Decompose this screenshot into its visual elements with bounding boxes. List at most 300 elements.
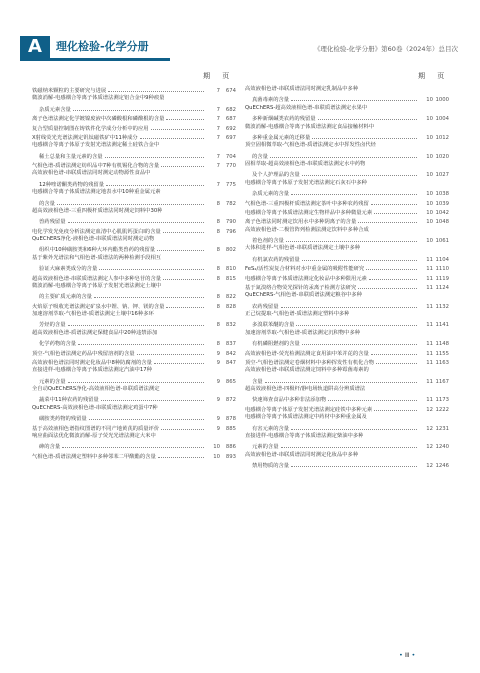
toc-entry-page: 1020 [435, 153, 449, 160]
toc-entry [245, 291, 449, 310]
toc-entry-line [32, 376, 236, 385]
toc-entry-issue: 9 [216, 416, 220, 423]
toc-entry-page: 682 [225, 106, 236, 113]
toc-entry [245, 404, 449, 413]
toc-entry-issue: 9 [216, 397, 220, 404]
toc-entry-title: 杂质元素的含量 [252, 191, 290, 198]
journal-logo: A [20, 36, 50, 58]
toc-entry-issue: 12 [426, 444, 433, 451]
toc-entry-issue: 8 [216, 341, 220, 348]
leader-dots [371, 348, 417, 355]
page-number-dot-left: • [399, 651, 403, 659]
leader-dots [281, 301, 418, 308]
toc-entry-page: 1004 [435, 116, 449, 123]
toc-entry-issue: 7 [216, 88, 220, 94]
leader-dots [73, 104, 204, 111]
toc-entry [245, 160, 449, 179]
toc-entry-title: 铁磁纳米颗粒的主要研究与进展 [32, 88, 107, 94]
leader-dots [62, 441, 204, 448]
leader-dots [291, 94, 417, 101]
toc-entry-issue: 10 [426, 153, 433, 160]
toc-entry [32, 301, 236, 310]
toc-entry-line [32, 104, 236, 113]
toc-entry-line [32, 216, 236, 225]
leader-dots [374, 404, 417, 411]
toc-entry [32, 404, 236, 423]
toc-entry-title: X射线荧光光谱法测定钒钛磁铁矿中11种成分 [32, 134, 138, 141]
issue-line: 《理化检验-化学分册》第60卷（2024年）总目次 [313, 45, 458, 53]
toc-entry-issue: 10 [426, 134, 433, 141]
toc-entry [245, 310, 449, 329]
toc-entry-title: 固相萃取-超高效液相色谱-串联质谱法测定水中药物 [245, 161, 366, 167]
toc-entry-title: 基于紫外光谱法和气相色谱-质谱法的两种检测手段相互 [32, 254, 162, 261]
toc-entry [32, 348, 236, 357]
toc-entry-page: 1042 [435, 209, 449, 216]
toc-entry-issue: 10 [426, 209, 433, 216]
leader-dots [291, 188, 417, 195]
toc-entry-line [32, 357, 236, 366]
toc-entry [245, 273, 449, 282]
toc-entry-title: 多种新烟碱类农药的残留量 [252, 116, 316, 123]
leader-dots [154, 357, 204, 364]
toc-entry-title: 基于高效液相色谱指纹图谱的不同产地黄芪的质量评价 [32, 425, 160, 432]
toc-entry-title: 加速溶剂萃取-气相色谱-质谱法测定沉积物中多种 [245, 329, 361, 336]
toc-entry [32, 235, 236, 254]
toc-entry-title: 电感耦合等离子体原子发射光谱法测定稀土硅铁合金中 [32, 142, 160, 149]
toc-entry-page: 872 [225, 397, 236, 404]
toc-entry-page: 1104 [435, 256, 449, 263]
toc-entry [245, 104, 449, 123]
toc-entry-page: 782 [225, 200, 236, 207]
toc-entry-line [32, 198, 236, 207]
toc-entry-page: 865 [225, 378, 236, 385]
toc-entry-title: 电感耦合等离子体质谱法测定生物样品中多种微量元素 [245, 209, 373, 216]
toc-entry-issue: 12 [426, 463, 433, 469]
toc-entry-title: 加速溶剂萃取-气相色谱-质谱法测定土壤中16种多环 [32, 311, 154, 317]
toc-entry-page: 1231 [435, 425, 449, 432]
toc-entry-title: 气相色谱-质谱法测定塑料中多种邻苯二甲酸酯的含量 [32, 453, 156, 460]
toc-entry-line [32, 348, 236, 357]
toc-entry-line [32, 338, 236, 347]
toc-entry-title: 多溴联苯醚的含量 [252, 322, 295, 329]
leader-dots [57, 198, 204, 205]
toc-entry-issue: 8 [216, 247, 220, 254]
leader-dots [140, 132, 204, 139]
toc-entry-page: 810 [225, 266, 236, 273]
leader-dots [302, 169, 417, 176]
toc-entry-issue: 11 [426, 303, 433, 310]
toc-entry-title: 顶空-气相色谱法测定卷烟材料中多种挥发性有机化合物 [245, 359, 375, 366]
toc-entry-issue: 7 [216, 116, 220, 123]
toc-entry-title: 火焰原子吸收光谱法测定矿泉水中锂、钠、钾、镁的含量 [32, 303, 165, 310]
toc-entry-title: 电感耦合等离子体质谱法测定中药材中多种重金属及 [245, 414, 367, 421]
toc-entry-title: 的主要矿质元素的含量 [39, 294, 92, 301]
toc-entry-page: 1000 [435, 97, 449, 104]
toc-entry [32, 423, 236, 432]
toc-column-left [32, 85, 236, 460]
toc-entry-page: 1155 [435, 350, 449, 357]
toc-entry-title: 全自动QuEChERS净化-高效液相色谱-串联质谱法测定 [32, 386, 160, 392]
toc-entry-issue: 11 [426, 275, 433, 282]
toc-entry-title: 电感耦合等离子体原子发射光谱法测定石灰石中多种 [245, 179, 367, 186]
toc-entry-page: 832 [225, 322, 236, 329]
leader-dots [89, 413, 204, 420]
toc-entry-line [32, 244, 236, 253]
toc-entry-page: 775 [225, 181, 236, 188]
toc-entry-line [32, 451, 236, 460]
toc-entry-line [245, 151, 449, 160]
toc-entry-page: 878 [225, 416, 236, 423]
toc-entry-line [32, 160, 236, 169]
leader-dots [78, 338, 204, 345]
toc-entry-issue: 8 [216, 303, 220, 310]
toc-entry-line [245, 198, 449, 207]
toc-entry-title: 基于氮溴络合物荧光探针的汞离子检测方法研究 [245, 284, 357, 291]
toc-entry-title: 12种喹诺酮类药物的残留量 [39, 181, 105, 188]
leader-dots [376, 357, 417, 364]
toc-entry-title: 的含量 [39, 200, 55, 207]
leader-dots [99, 263, 204, 270]
toc-entry-line [32, 301, 236, 310]
leader-dots [106, 179, 204, 186]
toc-entry [32, 451, 236, 460]
toc-entry-title: 芳烃的含量 [39, 322, 66, 329]
toc-entry [32, 282, 236, 301]
toc-entry-title: 高效液相色谱-荧光检测法测定食用油中苯并芘的含量 [245, 350, 369, 357]
toc-entry-line [245, 94, 449, 103]
toc-entry-line [32, 423, 236, 432]
toc-entry-title: 着色剂的含量 [252, 238, 284, 244]
toc-entry [32, 160, 236, 169]
toc-entry-issue: 9 [216, 350, 220, 357]
toc-entry [32, 94, 236, 113]
toc-entry-line [32, 441, 236, 450]
toc-entry-page: 697 [225, 134, 236, 141]
toc-entry-title: 超高效液相色谱-质谱法测定保健食品中20种违禁添加 [32, 329, 158, 336]
column-head-right: 期 页 [418, 72, 450, 80]
toc-entry-line [245, 338, 449, 347]
toc-entry [32, 432, 236, 451]
toc-entry-title: 高效液相色谱-串联质谱法同时测定乳制品中多种 [245, 86, 359, 92]
toc-entry [245, 244, 449, 263]
toc-entry-line [32, 113, 236, 122]
leader-dots [358, 216, 417, 223]
toc-entry-page: 1240 [435, 444, 449, 451]
toc-entry-line [245, 188, 449, 197]
toc-entry-title: 及个人护理品的含量 [252, 172, 300, 179]
toc-entry-page: 828 [225, 303, 236, 310]
leader-dots [291, 423, 417, 430]
toc-entry [32, 366, 236, 385]
toc-entry-page: 1012 [435, 134, 449, 141]
toc-entry-title: 电感耦合等离子体原子发射光谱法测定硅铁中多种元素 [245, 406, 373, 413]
toc-entry-title: 快速筛查食品中多种非法添加物 [252, 397, 327, 404]
toc-entry-title: 有机磷阻燃剂的含量 [252, 341, 300, 348]
toc-entry-title: 禁用物质的含量 [252, 463, 290, 469]
toc-entry-issue: 11 [426, 397, 433, 404]
toc-entry-line [32, 413, 236, 422]
toc-entry-issue: 10 [213, 453, 220, 460]
toc-entry-title: 蔬菜中11种农药的残留量 [39, 397, 99, 404]
toc-entry-page: 886 [225, 444, 236, 451]
toc-entry-page: 1167 [435, 378, 449, 385]
toc-entry-issue: 8 [216, 294, 220, 301]
leader-dots [296, 319, 417, 326]
toc-entry [32, 329, 236, 348]
toc-entry-line [245, 113, 449, 122]
toc-entry-page: 893 [225, 453, 236, 460]
leader-dots [163, 226, 204, 233]
toc-entry [245, 198, 449, 207]
toc-entry [32, 254, 236, 273]
toc-entry [245, 451, 449, 470]
leader-dots [358, 282, 417, 289]
toc-entry-title: 微波消解-电感耦合等离子体质谱法测定食品接触材料中 [245, 123, 375, 130]
leader-dots [270, 151, 417, 158]
toc-entry-title: 砷的含量 [39, 444, 61, 451]
toc-entry-line [245, 282, 449, 291]
toc-entry-issue: 10 [426, 191, 433, 198]
toc-entry-issue: 9 [216, 359, 220, 366]
toc-entry-title: 磺胺类药物的残留量 [39, 416, 87, 423]
toc-entry-issue: 12 [426, 406, 433, 413]
leader-dots [101, 394, 204, 401]
toc-entry-title: 农药残留量 [252, 303, 279, 310]
toc-entry-title: 大体积进样-气相色谱-串联质谱法测定土壤中多种 [245, 245, 361, 252]
leader-dots [281, 441, 418, 448]
toc-entry [32, 141, 236, 160]
leader-dots [166, 113, 204, 120]
toc-entry [245, 366, 449, 385]
toc-entry-line [245, 216, 449, 225]
leader-dots [328, 394, 417, 401]
toc-entry-page: 770 [225, 163, 236, 169]
toc-entry-title: 超高效液相色谱-三重四极杆质谱法同时测定饲料中30种 [32, 207, 163, 214]
toc-entry-title: 稀土总量和主量元素的含量 [39, 153, 103, 160]
leader-dots [108, 85, 204, 92]
toc-entry [32, 226, 236, 235]
toc-entry-issue: 8 [216, 200, 220, 207]
toc-entry-page: 1132 [435, 303, 449, 310]
leader-dots [94, 291, 204, 298]
toc-entry-page: 1173 [435, 397, 449, 404]
toc-entry-line [245, 207, 449, 216]
toc-entry-page: 1141 [435, 322, 449, 329]
page-number-value: Ⅲ [404, 651, 410, 659]
toc-entry [32, 113, 236, 122]
toc-entry-title: 电化学发光免疫分析法测定血清中心肌肌钙蛋白I的含量 [32, 228, 161, 235]
toc-entry-line [245, 423, 449, 432]
leader-dots [68, 216, 205, 223]
leader-dots [151, 123, 204, 130]
toc-entry-issue: 11 [426, 359, 433, 366]
toc-entry-page: 847 [225, 359, 236, 366]
journal-header [0, 0, 480, 64]
leader-dots [157, 244, 204, 251]
toc-entry-issue: 8 [216, 219, 220, 226]
toc-entry-page: 1061 [435, 238, 449, 244]
header-rule [20, 58, 170, 61]
toc-entry-issue: 10 [426, 97, 433, 104]
toc-entry-title: 有机氯农药的残留量 [252, 256, 300, 263]
toc-entry-issue: 11 [426, 256, 433, 263]
toc-entry-title: 多种重金属元素的迁移量 [252, 134, 311, 141]
toc-entry-issue: 7 [216, 134, 220, 141]
toc-entry-issue: 8 [216, 322, 220, 329]
toc-entry-page: 1148 [435, 341, 449, 348]
leader-dots [302, 338, 417, 345]
toc-entry-issue: 11 [426, 284, 433, 291]
toc-entry-issue: 10 [426, 200, 433, 207]
toc-entry-line [245, 376, 449, 385]
leader-dots [369, 273, 417, 280]
leader-dots [302, 254, 417, 261]
toc-entry-page: 815 [225, 275, 236, 282]
toc-entry-page: 704 [225, 153, 236, 160]
toc-entry-title: 杂质元素含量 [39, 106, 71, 113]
toc-entry-line [245, 394, 449, 403]
toc-entry [32, 123, 236, 132]
toc-entry-page: 674 [225, 88, 236, 94]
leader-dots [163, 273, 204, 280]
toc-entry-title: 微波消解-电感耦合等离子体原子发射光谱法测定土壤中 [32, 282, 162, 289]
toc-entry [245, 263, 449, 272]
leader-dots [105, 151, 204, 158]
toc-entry-page: 1119 [435, 275, 449, 282]
toc-entry-title: 元素的含量 [39, 378, 66, 385]
toc-entry-line [245, 460, 449, 469]
toc-entry-line [245, 132, 449, 141]
toc-entry [245, 85, 449, 104]
leader-dots [265, 376, 417, 383]
toc-entry [245, 216, 449, 225]
toc-entry-line [245, 85, 449, 94]
toc-entry [32, 385, 236, 404]
toc-entry [32, 169, 236, 188]
toc-entry [245, 123, 449, 142]
toc-entry-title: 真菌毒素的含量 [252, 97, 290, 104]
toc-entry-title: 元素的含量 [252, 444, 279, 451]
toc-entry-issue: 11 [426, 378, 433, 385]
toc-entry-line [245, 348, 449, 357]
toc-entry-title: 直接进样-电感耦合等离子体质谱法测定汽油中17种 [32, 367, 152, 374]
leader-dots [374, 207, 417, 214]
toc-entry-issue: 10 [426, 219, 433, 226]
toc-entry-page: 885 [225, 425, 236, 432]
toc-entry-issue: 11 [426, 341, 433, 348]
toc-entry [245, 282, 449, 291]
toc-entry [245, 226, 449, 245]
toc-entry-line [32, 85, 236, 94]
leader-dots [137, 348, 204, 355]
toc-entry-title: 的含量 [252, 153, 268, 160]
toc-entry-line [245, 319, 449, 328]
toc-entry-title: 有害元素的含量 [252, 425, 290, 432]
toc-entry-title: 高效液相色谱-串联质谱法测定饲料中多种霉菌毒素的 [245, 367, 369, 374]
toc-entry-title: 气相色谱-质谱法测定纺织品中7种有机锡化合物的含量 [32, 163, 160, 169]
toc-entry-title: 验证大麻素类成分的含量 [39, 266, 98, 273]
toc-entry-line [32, 394, 236, 403]
toc-entry-line [245, 404, 449, 413]
toc-entry-issue: 11 [426, 322, 433, 329]
toc-entry-page: 1163 [435, 359, 449, 366]
toc-entry-page: 1222 [435, 406, 449, 413]
toc-entry-line [245, 273, 449, 282]
toc-entry-page: 1110 [435, 266, 449, 273]
leader-dots [291, 460, 417, 467]
toc-entry-issue: 10 [426, 238, 433, 244]
toc-entry-issue: 7 [216, 106, 220, 113]
toc-entry [245, 329, 449, 348]
toc-entry [32, 188, 236, 207]
toc-entry-page: 687 [225, 116, 236, 123]
leader-dots [371, 198, 417, 205]
toc-entry-issue: 8 [216, 228, 220, 235]
toc-entry-page: 1124 [435, 284, 449, 291]
toc-entry-page: 790 [225, 219, 236, 226]
toc-entry-issue: 11 [426, 266, 433, 273]
toc-entry-title: 高效液相色谱法同时测定化妆品中8种防腐剂的含量 [32, 359, 152, 366]
toc-entry [245, 413, 449, 432]
toc-entry [245, 385, 449, 404]
toc-entry-line [32, 319, 236, 328]
column-head-left: 期 页 [203, 72, 235, 80]
toc-entry [32, 273, 236, 282]
toc-entry-line [32, 179, 236, 188]
toc-entry [32, 85, 236, 94]
leader-dots [158, 451, 204, 458]
toc-entry-title: 响应曲面法优化微波消解-原子荧光光谱法测定大米中 [32, 432, 156, 439]
toc-entry [245, 432, 449, 451]
page-number [399, 651, 415, 659]
toc-entry-line [245, 169, 449, 178]
toc-entry-issue: 7 [216, 181, 220, 188]
toc-entry-page: 802 [225, 247, 236, 254]
toc-entry-title: QuEChERS净化-液相色谱-串联质谱法同时测定动物 [32, 236, 155, 242]
leader-dots [366, 263, 417, 270]
toc-entry-page: 1246 [435, 463, 449, 469]
toc-entry-title: 复合型质量控制图在铸铁件化学成分分析中的应用 [32, 125, 149, 132]
toc-column-right [245, 85, 449, 469]
toc-entry-issue: 11 [426, 350, 433, 357]
toc-entry-page: 692 [225, 125, 236, 132]
toc-entry [245, 348, 449, 357]
toc-entry-issue: 7 [216, 153, 220, 160]
toc-entry-issue: 9 [216, 378, 220, 385]
toc-entry-page: 1048 [435, 219, 449, 226]
toc-entry-title: 正己烷提取-气相色谱-质谱法测定塑料中多种 [245, 311, 350, 317]
toc-entry-page: 1038 [435, 191, 449, 198]
toc-entry-title: 微波消解-电感耦合等离子体质谱法测定铝合金中9种痕量 [32, 95, 165, 102]
toc-entry-title: 离子色谱法同时测定饮用水中多种阴离子的含量 [245, 219, 357, 226]
toc-entry-title: QuEChERS-气相色谱-串联质谱法测定粮谷中多种 [245, 292, 362, 299]
toc-entry-title: 离子色谱法测定化学镀镍废液中次磷酸根和磷酸根的含量 [32, 116, 165, 123]
toc-entry [245, 207, 449, 216]
toc-entry-title: 高效液相色谱-串联质谱法同时测定化妆品中多种 [245, 451, 359, 458]
toc-entry-line [245, 235, 449, 244]
toc-entry [245, 179, 449, 198]
leader-dots [161, 423, 204, 430]
toc-entry-title: 化学药物的含量 [39, 341, 77, 348]
toc-entry-issue: 10 [213, 444, 220, 451]
toc-entry-title: FeS₂/活性炭复合材料对水中重金属的吸附性能研究 [245, 266, 365, 273]
toc-entry-issue: 8 [216, 266, 220, 273]
toc-entry-line [32, 226, 236, 235]
toc-entry-title: 超高效液相色谱-串联质谱法测定人参中多种皂苷的含量 [32, 275, 162, 282]
toc-entry-line [32, 132, 236, 141]
leader-dots [318, 113, 417, 120]
page-number-dot-right: • [411, 651, 416, 659]
